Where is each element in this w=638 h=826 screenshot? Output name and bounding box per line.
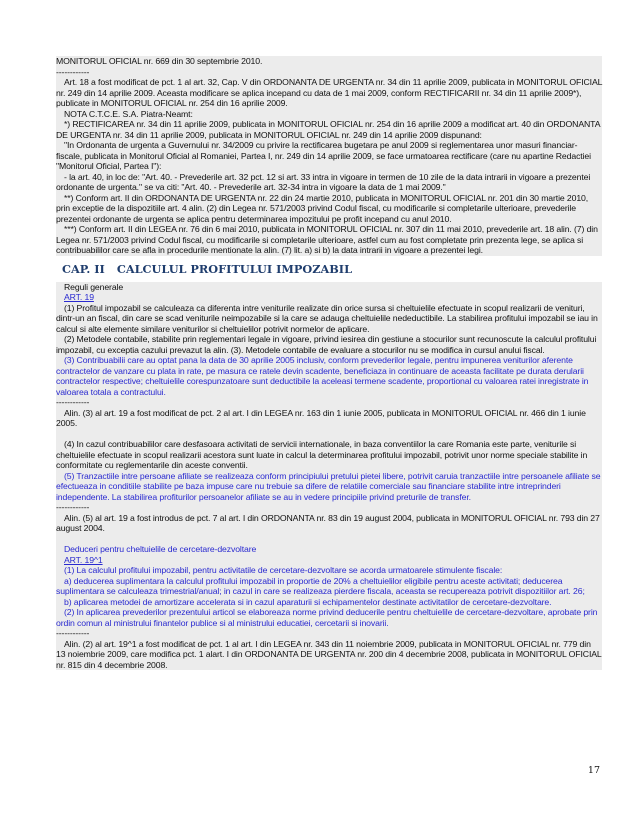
section-heading: Deduceri pentru cheltuielile de cercetare-dezvoltare [64, 544, 257, 554]
highlighted-paragraph: (2) In aplicarea prevederilor prezentului articol se elaboreaza norme privind deducerile pentru cheltuielile de cercetare-dezvoltare, aprobate prin ordin comun al ministrului finantelor publice si al ministrului educatiei, cercetarii si inovarii. [56, 607, 598, 628]
body-paragraph: (4) In cazul contribuabililor care desfasoara activitati de servicii internationale, in baza conventiilor la care Romania este parte, veniturile si cheltuielile efectuate in scopul realizarii acestora sunt luate in calcul la determinarea profitului impozabil, potrivit unor norme speciale stabilite in conformitate cu reglementarile din aceste conventii. [56, 439, 588, 470]
highlighted-paragraph: b) aplicarea metodei de amortizare accelerata si in cazul aparaturii si echipamentelor destinate activitatilor de cercetare-dezvoltare. [64, 596, 552, 607]
chapter-title: CALCULUL PROFITULUI IMPOZABIL [116, 261, 353, 276]
body-paragraph: (2) Metodele contabile, stabilite prin reglementari legale in vigoare, privind iesirea din gestiune a stocurilor sunt recunoscute la calculul profitului impozabil, cu exceptia cazului prevazut la alin. (3). Metodele contabile de evaluare a stocurilor nu se modifica in cursul anului fiscal. [56, 334, 597, 355]
article-link[interactable]: ART. 19^1 [64, 554, 103, 565]
body-paragraph: ***) Conform art. II din LEGEA nr. 76 din 6 mai 2010, publicata in MONITORUL OFICIAL nr. 307 din 11 mai 2010, prevederile art. 18 alin. (7) din Legea nr. 571/2003 privind Codul fiscal, cu modificarile si completarile ulterioare, astfel cum au fost completate prin prezenta lege, se aplica si contribuabililor care se afla in procedurile mentionate la alin. (7) lit. a) si b) la data intrarii in vigoare a prezentei legi. [56, 224, 598, 255]
chapter-number: CAP. II [62, 261, 105, 276]
highlighted-paragraph: a) deducerea suplimentara la calculul profitului impozabil in proportie de 20% a cheltuielilor eligibile pentru aceste activitati; deducerea suplimentara se calculeaza trimestrial/anual; in cazul in care se realizeaza pierdere fiscala, aceasta se recupereaza potrivit dispozitiilor art. 26; [56, 575, 585, 596]
highlighted-paragraph: (5) Tranzactiile intre persoane afiliate se realizeaza conform principiului pretului pietei libere, potrivit caruia tranzactiile intre persoanele afiliate se efectueaza in conditiile stabilite pe baza impuse care nu trebuie sa difere de relatiile comerciale sau financiare stabilite intre intreprinderi independente. La stabilirea profiturilor persoanelor afiliate se au in vedere principiile privind preturile de transfer. [56, 470, 601, 502]
article-link[interactable]: ART. 19 [64, 292, 94, 302]
separator: ------------ [56, 628, 90, 638]
body-paragraph: - la art. 40, in loc de: "Art. 40. - Prevederile art. 32 pct. 12 si art. 33 intra in vigoare in termen de 10 zile de la data intrarii in vigoare a prezentei ordonante de urgenta." se va citi: "Art. 40. - Prevederile art. 32-34 intra in vigoare la data de 1 mai 2009." [56, 171, 591, 192]
section-heading: Reguli generale [64, 281, 124, 292]
separator: ------------ [56, 502, 90, 512]
highlighted-paragraph: (1) La calculul profitului impozabil, pentru activitatile de cercetare-dezvoltare se acorda urmatoarele stimulente fiscale: [64, 565, 503, 575]
body-line: MONITORUL OFICIAL nr. 669 din 30 septembrie 2010. [56, 56, 263, 66]
amendment-note: Alin. (3) al art. 19 a fost modificat de pct. 2 al art. I din LEGEA nr. 163 din 1 iunie 2005, publicata in MONITORUL OFICIAL nr. 466 din 1 iunie 2005. [56, 407, 586, 428]
separator: ------------ [56, 397, 90, 407]
amendment-note: Art. 18 a fost modificat de pct. 1 al art. 32, Cap. V din ORDONANTA DE URGENTA nr. 34 din 11 aprilie 2009, publicata in MONITORUL OFICIAL nr. 249 din 14 aprilie 2009. Aceasta modificare se aplica incepand cu data de 1 mai 2009, conform RECTIFICARII nr. 34 din 11 aprilie 2009*), publicate in MONITORUL OFICIAL nr. 254 din 16 aprilie 2009. [56, 77, 603, 108]
highlighted-paragraph: (3) Contribuabilii care au optat pana la data de 30 aprilie 2005 inclusiv, conform prevederilor legale, pentru impunerea veniturilor aferente contractelor de vanzare cu plata in rate, pe masura ce ratele devin scadente, beneficiaza in continuare de aceasta facilitate pe durata derularii contractelor respective; cheltuielile corespunzatoare sunt deductibile la aceleasi termene scadente, proportional cu valoarea ratei inregistrate in valoarea totala a contractului. [56, 355, 589, 397]
body-paragraph: (1) Profitul impozabil se calculeaza ca diferenta intre veniturile realizate din orice sursa si cheltuielile efectuate in scopul realizarii de venituri, dintr-un an fiscal, din care se scad veniturile neimpozabile si la care se adauga cheltuielile nedeductibile. La stabilirea profitului impozabil se iau in calcul si alte elemente similare veniturilor si cheltuielilor potrivit normelor de aplicare. [56, 302, 598, 334]
amendment-note: Alin. (2) al art. 19^1 a fost modificat de pct. 1 al art. I din LEGEA nr. 343 din 11 noiembrie 2009, publicata in MONITORUL OFICIAL nr. 779 din 13 noiembrie 2009, care modifica pct. 1 alart. I din ORDONANTA DE URGENTA nr. 200 din 4 decembrie 2008, publicata in MONITORUL OFICIAL nr. 815 din 4 decembrie 2008. [56, 638, 602, 670]
page-number: 17 [587, 765, 600, 776]
amendment-note: Alin. (5) al art. 19 a fost introdus de pct. 7 al art. I din ORDONANTA nr. 83 din 19 august 2004, publicata in MONITORUL OFICIAL nr. 793 din 27 august 2004. [56, 512, 600, 533]
document-body [56, 56, 602, 670]
body-paragraph: **) Conform art. II din ORDONANTA DE URGENTA nr. 22 din 24 martie 2010, publicata in MONITORUL OFICIAL nr. 201 din 30 martie 2010, prin exceptie de la dispozitiile art. 4 alin. (2) din Legea nr. 571/2003 privind Codul fiscal, cu modificarile si completarile ulterioare, prevederile prezentei ordonante de urgenta se aplica pentru determinarea impozitului pe profit incepand cu anul 2010. [56, 192, 589, 224]
note-heading: NOTA C.T.C.E. S.A. Piatra-Neamt: [64, 108, 193, 119]
body-paragraph: *) RECTIFICAREA nr. 34 din 11 aprilie 2009, publicata in MONITORUL OFICIAL nr. 254 din 16 aprilie 2009 a modificat art. 40 din ORDONANTA DE URGENTA nr. 34 din 11 aprilie 2009, publicata in MONITORUL OFICIAL nr. 249 din 14 aprilie 2009 dispunand: [56, 119, 600, 140]
separator: ------------ [56, 66, 90, 77]
body-paragraph: "In Ordonanta de urgenta a Guvernului nr. 34/2009 cu privire la rectificarea bugetara pe anul 2009 si reglementarea unor masuri financiar-fiscale, publicata in Monitorul Oficial al Romaniei, Partea I, nr. 249 din 14 aprilie 2009, se face urmatoarea rectificare (care nu apartine Redactiei "Monitorul Oficial, Partea I"): [56, 140, 591, 171]
chapter-heading [0, 256, 608, 282]
